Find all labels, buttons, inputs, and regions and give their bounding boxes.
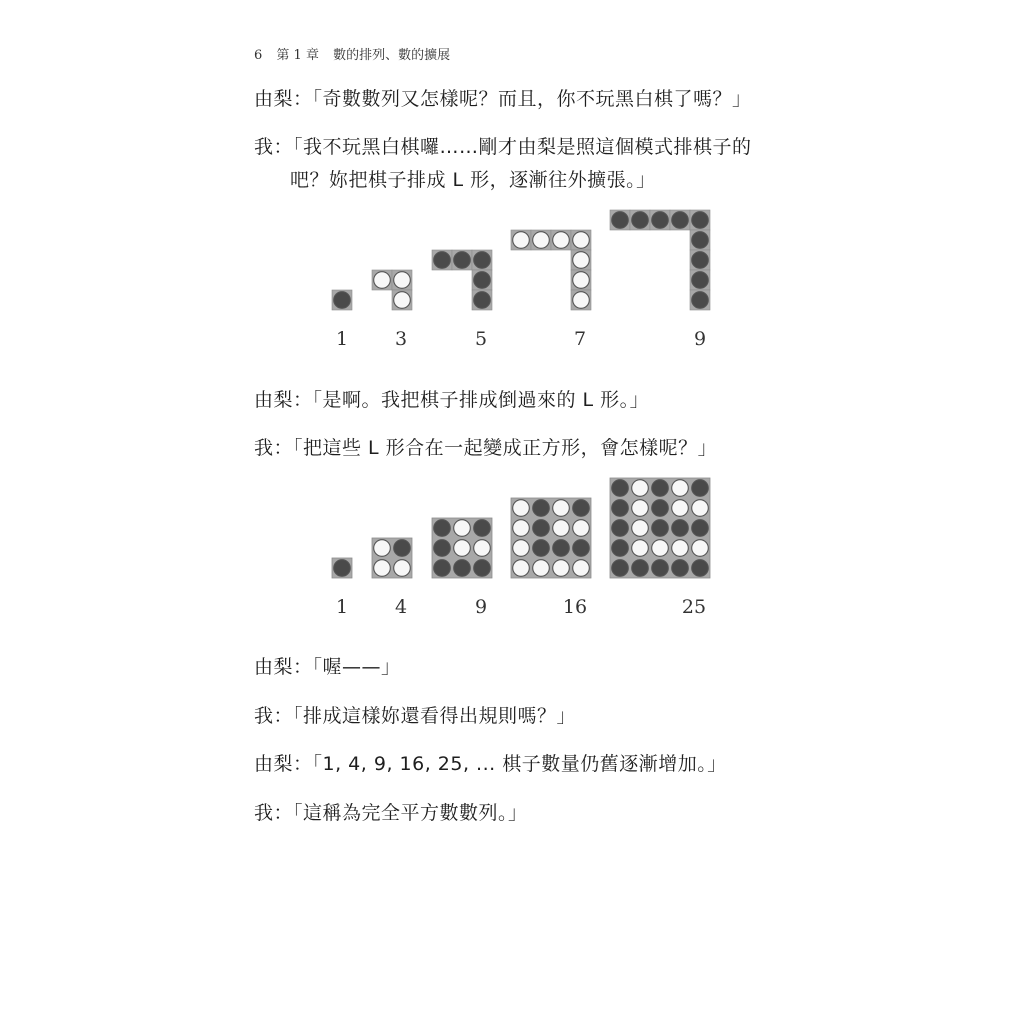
white-stone xyxy=(474,540,491,557)
black-stone xyxy=(334,560,351,577)
speech: 「這稱為完全平方數數列。」 xyxy=(293,802,528,824)
white-stone xyxy=(632,520,649,537)
dialogue-line-2-continuation: 吧？妳把棋子排成 L 形，逐漸往外擴張。」 xyxy=(290,169,656,191)
speaker: 由梨： xyxy=(254,753,313,775)
l-label-5: 5 xyxy=(474,328,488,350)
black-stone xyxy=(573,500,590,517)
white-stone xyxy=(672,480,689,497)
speech: 「奇數數列又怎樣呢？而且，你不玩黑白棋了嗎？」 xyxy=(312,88,752,110)
black-stone xyxy=(632,560,649,577)
white-stone xyxy=(454,540,471,557)
black-stone xyxy=(652,480,669,497)
black-stone xyxy=(474,520,491,537)
white-stone xyxy=(692,540,709,557)
speaker: 由梨： xyxy=(254,88,313,110)
dialogue-line-5 xyxy=(254,652,401,679)
white-stone xyxy=(454,520,471,537)
square-label-4: 4 xyxy=(394,596,408,618)
black-stone xyxy=(394,540,411,557)
speaker: 我： xyxy=(254,802,294,824)
square-label-25: 25 xyxy=(681,596,707,618)
white-stone xyxy=(632,480,649,497)
black-stone xyxy=(672,520,689,537)
black-stone xyxy=(612,560,629,577)
black-stone xyxy=(434,560,451,577)
dialogue-line-7 xyxy=(254,749,727,776)
speech: 「我不玩黑白棋囉……剛才由梨是照這個模式排棋子的 xyxy=(293,136,752,158)
white-stone xyxy=(553,520,570,537)
speech: 「喔——」 xyxy=(312,656,401,678)
white-stone xyxy=(672,500,689,517)
white-stone xyxy=(394,560,411,577)
white-stone xyxy=(513,560,530,577)
black-stone xyxy=(573,540,590,557)
speaker: 我： xyxy=(254,136,294,158)
black-stone xyxy=(553,540,570,557)
square-label-16: 16 xyxy=(562,596,588,618)
speaker: 我： xyxy=(254,437,294,459)
dialogue-line-8 xyxy=(254,798,528,825)
black-stone xyxy=(692,480,709,497)
white-stone xyxy=(573,520,590,537)
speaker: 我： xyxy=(254,705,294,727)
chapter-title: 數的排列、數的擴展 xyxy=(333,48,451,63)
white-stone xyxy=(573,560,590,577)
black-stone xyxy=(692,560,709,577)
white-stone xyxy=(692,500,709,517)
black-stone xyxy=(533,520,550,537)
square-label-9: 9 xyxy=(474,596,488,618)
l-label-7: 7 xyxy=(573,328,587,350)
square-label-1: 1 xyxy=(335,596,349,618)
black-stone xyxy=(612,540,629,557)
speech: 「是啊。我把棋子排成倒過來的 L 形。」 xyxy=(312,389,650,411)
white-stone xyxy=(672,540,689,557)
white-stone xyxy=(533,560,550,577)
white-stone xyxy=(374,540,391,557)
l-label-9: 9 xyxy=(693,328,707,350)
black-stone xyxy=(652,560,669,577)
black-stone xyxy=(692,520,709,537)
black-stone xyxy=(612,480,629,497)
white-stone xyxy=(374,560,391,577)
white-stone xyxy=(632,500,649,517)
white-stone xyxy=(553,500,570,517)
white-stone xyxy=(513,520,530,537)
black-stone xyxy=(533,500,550,517)
white-stone xyxy=(553,560,570,577)
speaker: 由梨： xyxy=(254,656,313,678)
black-stone xyxy=(474,560,491,577)
page-number: 6 xyxy=(254,48,263,63)
chapter-number: 第 1 章 xyxy=(276,48,319,63)
l-label-1: 1 xyxy=(335,328,349,350)
dialogue-line-6 xyxy=(254,701,576,728)
black-stone xyxy=(533,540,550,557)
black-stone xyxy=(612,520,629,537)
speaker: 由梨： xyxy=(254,389,313,411)
white-stone xyxy=(652,540,669,557)
l-label-3: 3 xyxy=(394,328,408,350)
black-stone xyxy=(672,560,689,577)
black-stone xyxy=(612,500,629,517)
white-stone xyxy=(513,540,530,557)
black-stone xyxy=(454,560,471,577)
speech: 「把這些 L 形合在一起變成正方形，會怎樣呢？」 xyxy=(293,437,718,459)
speech: 「1, 4, 9, 16, 25, ... 棋子數量仍舊逐漸增加。」 xyxy=(312,753,727,775)
black-stone xyxy=(434,520,451,537)
white-stone xyxy=(513,500,530,517)
black-stone xyxy=(434,540,451,557)
speech: 「排成這樣妳還看得出規則嗎？」 xyxy=(293,705,577,727)
black-stone xyxy=(652,520,669,537)
black-stone xyxy=(652,500,669,517)
white-stone xyxy=(632,540,649,557)
